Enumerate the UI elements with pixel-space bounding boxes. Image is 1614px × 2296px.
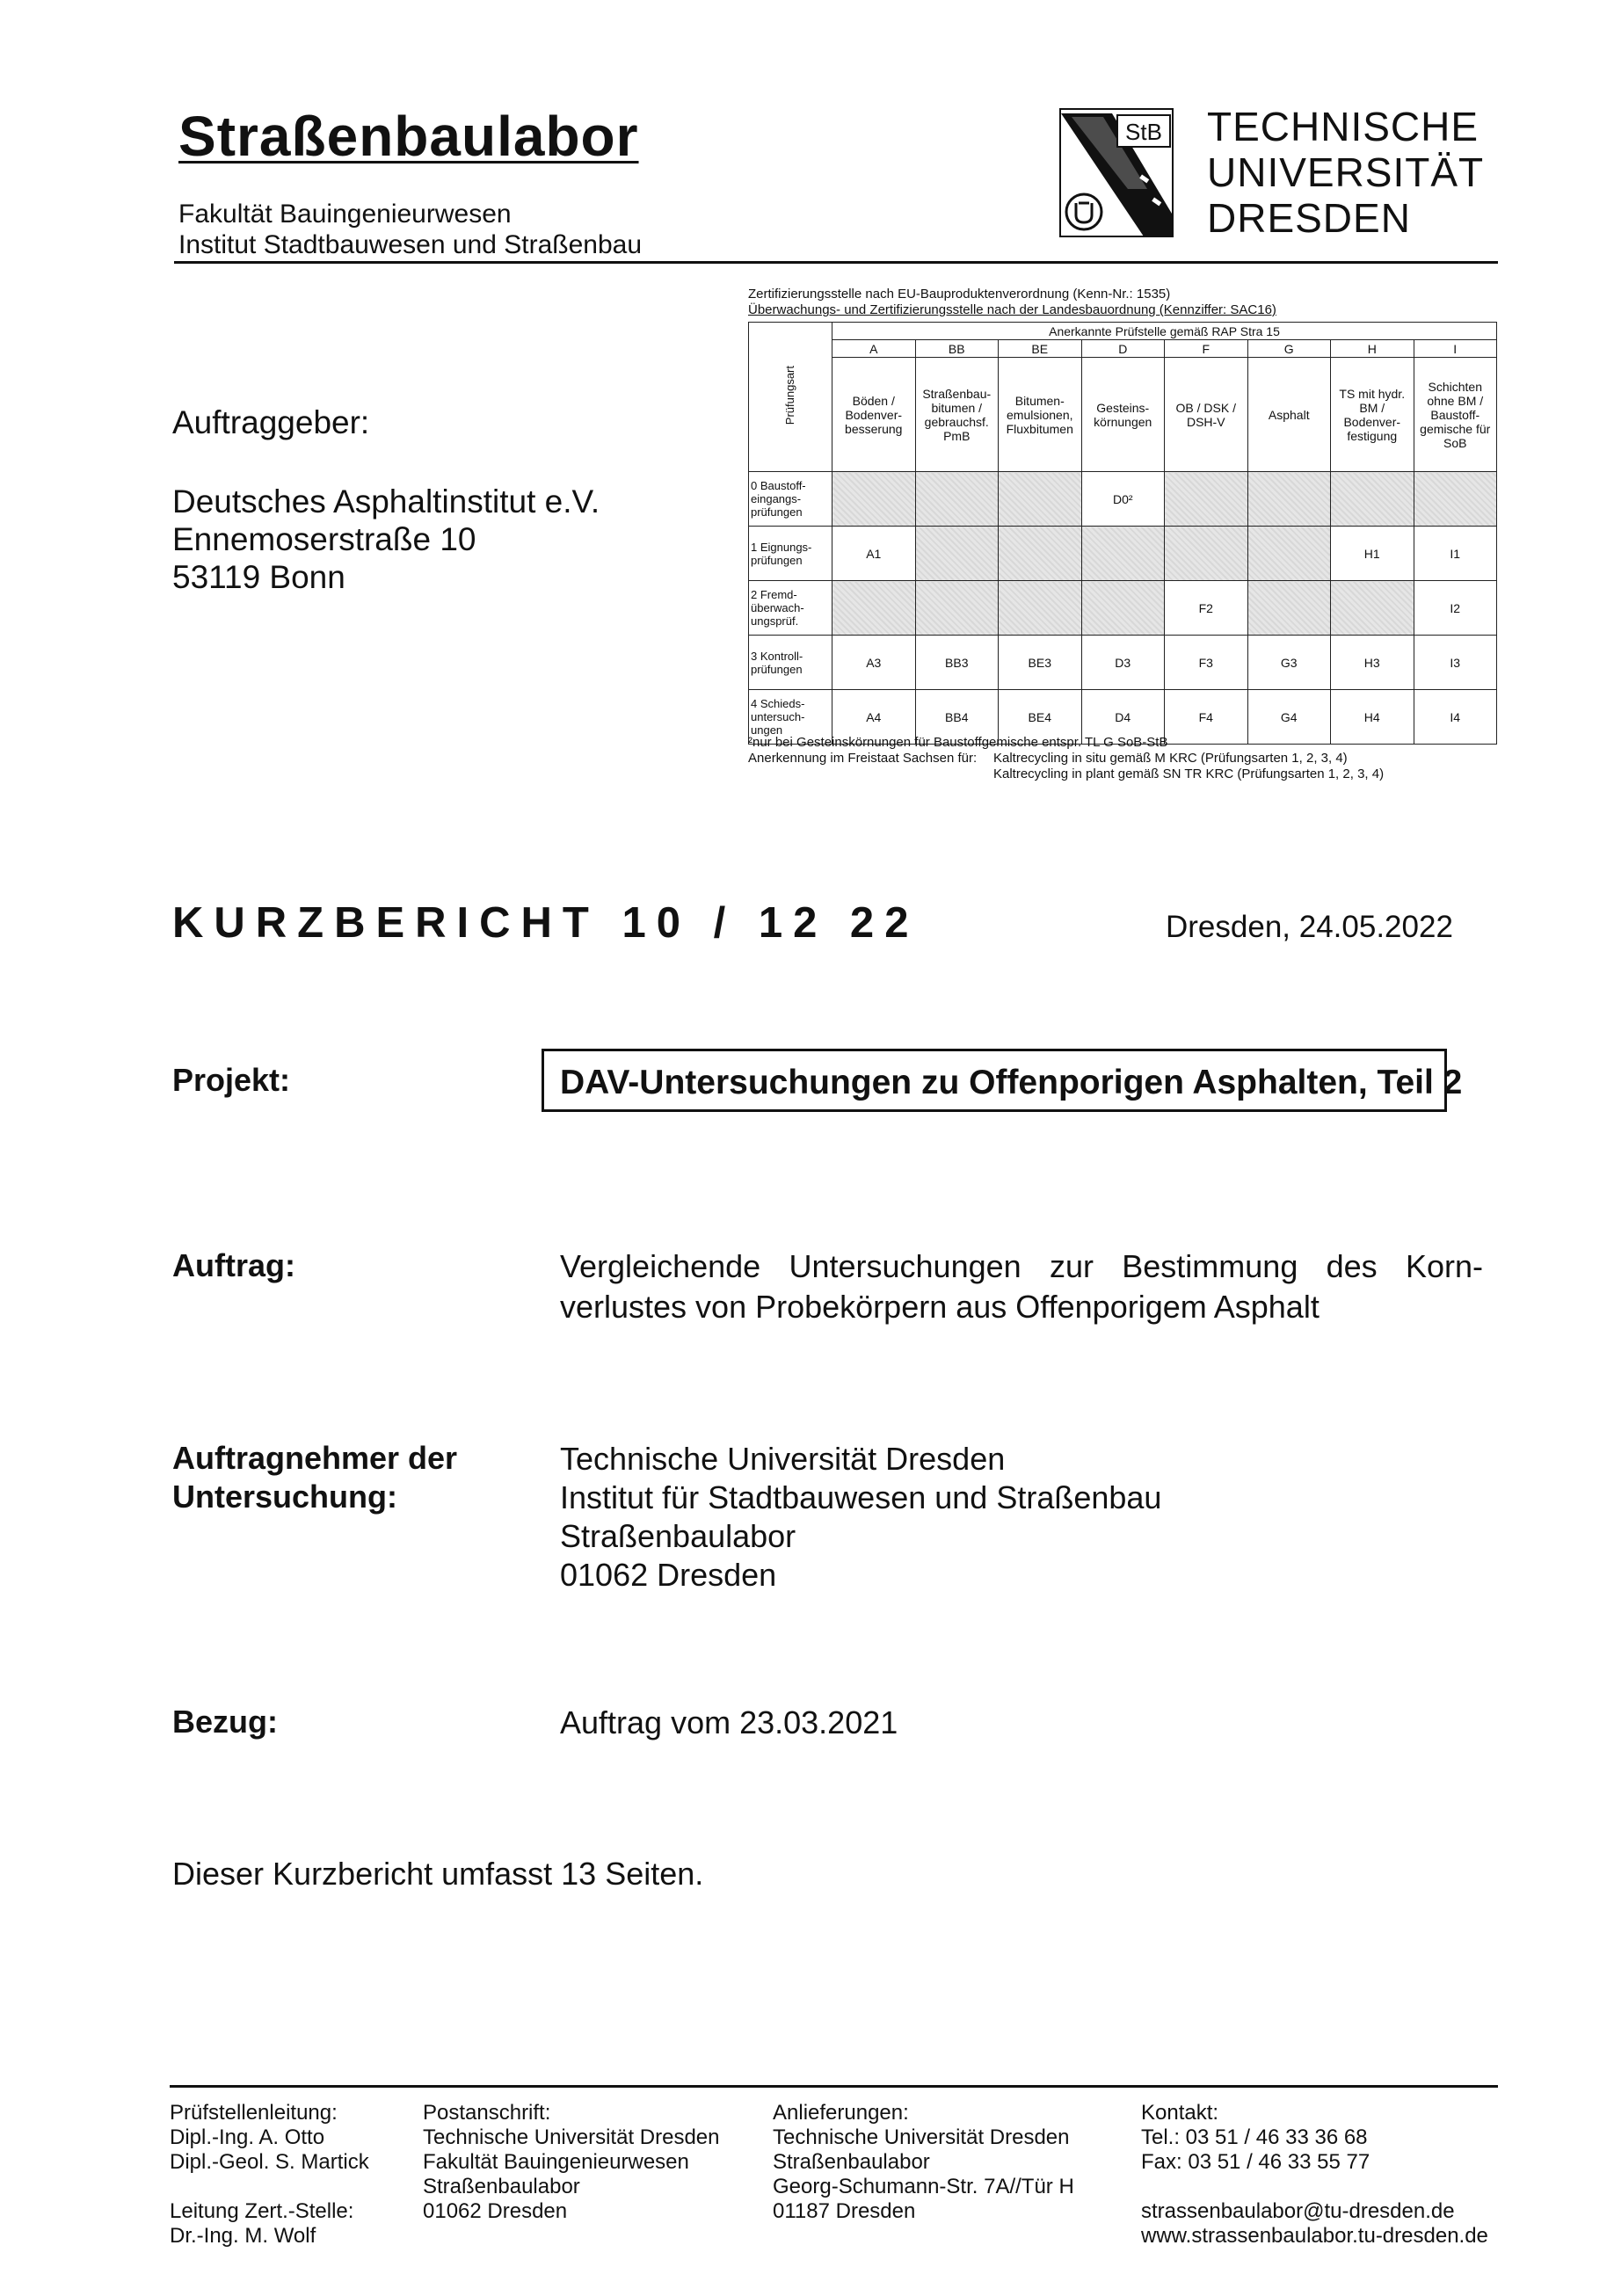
university-line-3: DRESDEN [1207, 195, 1411, 241]
cert-row [749, 636, 1497, 690]
footer-line: Fakultät Bauingenieurwesen [423, 2150, 689, 2174]
project-label: Projekt: [172, 1062, 291, 1098]
cert-row-label: 2 Fremd-überwach-ungsprüf. [749, 581, 832, 636]
footer-rule [170, 2085, 1498, 2088]
code-cell: F [1165, 340, 1248, 358]
description-cell: Straßenbau-bitumen / gebrauchsf. PmB [915, 358, 999, 472]
cert-cell: H1 [1331, 527, 1414, 581]
footer-line: Postanschrift: [423, 2101, 551, 2125]
footer-line: Dipl.-Ing. A. Otto [170, 2125, 325, 2149]
cert-cell [832, 581, 916, 636]
cert-cell [1331, 581, 1414, 636]
cert-cell [1247, 581, 1331, 636]
report-title: KURZBERICHT 10 / 12 22 [172, 899, 920, 947]
contractor-label-2: Untersuchung: [172, 1479, 397, 1515]
cert-cell: H3 [1331, 636, 1414, 690]
order-line-1: Vergleichende Untersuchungen zur Bestimmung des Korn- [560, 1248, 1483, 1284]
footer-phone: Tel.: 03 51 / 46 33 36 68 [1141, 2125, 1368, 2149]
cert-cell [999, 472, 1082, 527]
footer-line: Prüfstellenleitung: [170, 2101, 338, 2125]
university-line-2: UNIVERSITÄT [1207, 149, 1485, 195]
cert-row [749, 527, 1497, 581]
cert-cell [915, 581, 999, 636]
cert-cell [1414, 472, 1497, 527]
reference-label: Bezug: [172, 1704, 278, 1740]
cert-cell [1165, 527, 1248, 581]
row-axis-header [749, 323, 832, 472]
footer-col-postal [423, 2101, 720, 2224]
client-city: 53119 Bonn [172, 559, 345, 595]
code-cell: H [1331, 340, 1414, 358]
cert-cell: I1 [1414, 527, 1497, 581]
contractor-line-4: 01062 Dresden [560, 1557, 777, 1593]
cert-cell [1247, 527, 1331, 581]
description-cell: TS mit hydr. BM / Bodenver-festigung [1331, 358, 1414, 472]
recognition-label: Anerkennung im Freistaat Sachsen für: [748, 751, 978, 766]
client-name: Deutsches Asphaltinstitut e.V. [172, 483, 600, 520]
footer-line: Technische Universität Dresden [773, 2125, 1070, 2149]
cert-cell: I3 [1414, 636, 1497, 690]
cert-cell [1165, 472, 1248, 527]
description-cell: Böden / Bodenver-besserung [832, 358, 916, 472]
footer-line: 01062 Dresden [423, 2199, 568, 2223]
footer-col-management [170, 2101, 369, 2249]
report-date: Dresden, 24.05.2022 [1166, 910, 1453, 944]
cert-cell: BB3 [915, 636, 999, 690]
cert-row-label: 4 Schieds-untersuch-ungen [749, 690, 832, 745]
footer-line: Georg-Schumann-Str. 7A//Tür H [773, 2175, 1074, 2198]
cert-cell: D0² [1081, 472, 1165, 527]
cert-cell: I2 [1414, 581, 1497, 636]
cert-cell: BB4 [915, 690, 999, 745]
tu-dresden-logo [1059, 108, 1174, 237]
faculty-name: Fakultät Bauingenieurwesen [178, 200, 512, 229]
reference-value: Auftrag vom 23.03.2021 [560, 1704, 898, 1740]
contractor-line-1: Technische Universität Dresden [560, 1441, 1006, 1477]
table-title: Anerkannte Prüfstelle gemäß RAP Stra 15 [832, 323, 1497, 340]
stb-label: StB [1125, 119, 1162, 145]
client-label: Auftraggeber: [172, 404, 370, 440]
cert-row [749, 581, 1497, 636]
contractor-line-2: Institut für Stadtbauwesen und Straßenbau [560, 1479, 1162, 1515]
cert-cell: D3 [1081, 636, 1165, 690]
cert-cell: D4 [1081, 690, 1165, 745]
cert-cell [1331, 472, 1414, 527]
cert-cell: F3 [1165, 636, 1248, 690]
cert-cell [1081, 527, 1165, 581]
footer-col-delivery [773, 2101, 1074, 2224]
contractor-label-1: Auftragnehmer der [172, 1440, 458, 1476]
lab-title: Straßenbaulabor [178, 105, 639, 168]
certification-line-2: Überwachungs- und Zertifizierungsstelle nach der Landesbauordnung (Kennziffer: SAC16) [748, 302, 1276, 317]
description-cell: Bitumen-emulsionen, Fluxbitumen [999, 358, 1082, 472]
recognition-line-1: Kaltrecycling in situ gemäß M KRC (Prüfungsarten 1, 2, 3, 4) [993, 751, 1348, 766]
certification-table [748, 322, 1497, 745]
certification-footnote: ²nur bei Gesteinskörnungen für Baustoffgemische entspr. TL G SoB-StB [748, 735, 1168, 750]
recognition-line-2: Kaltrecycling in plant gemäß SN TR KRC (Prüfungsarten 1, 2, 3, 4) [993, 767, 1385, 781]
description-row [749, 358, 1497, 472]
cert-cell [1247, 472, 1331, 527]
cert-cell: I4 [1414, 690, 1497, 745]
description-cell: Asphalt [1247, 358, 1331, 472]
description-cell: OB / DSK / DSH-V [1165, 358, 1248, 472]
code-row [749, 340, 1497, 358]
footer-line: Dipl.-Geol. S. Martick [170, 2150, 369, 2174]
order-line-2: verlustes von Probekörpern aus Offenporigem Asphalt [560, 1289, 1320, 1325]
footer-email-link[interactable]: strassenbaulabor@tu-dresden.de [1141, 2199, 1455, 2223]
cert-row-label: 1 Eignungs-prüfungen [749, 527, 832, 581]
row-axis-label: Prüfungsart [783, 366, 796, 425]
contractor-line-3: Straßenbaulabor [560, 1518, 796, 1554]
footer-line: Straßenbaulabor [773, 2150, 930, 2174]
institute-name: Institut Stadtbauwesen und Straßenbau [178, 230, 643, 259]
cert-cell [1081, 581, 1165, 636]
cert-row-label: 0 Baustoff-eingangs-prüfungen [749, 472, 832, 527]
cert-cell: G4 [1247, 690, 1331, 745]
description-cell: Gesteins-körnungen [1081, 358, 1165, 472]
certification-line-1: Zertifizierungsstelle nach EU-Bauproduktenverordnung (Kenn-Nr.: 1535) [748, 287, 1171, 302]
page-count-summary: Dieser Kurzbericht umfasst 13 Seiten. [172, 1856, 704, 1892]
cert-cell [915, 527, 999, 581]
cert-cell: BE3 [999, 636, 1082, 690]
code-cell: BB [915, 340, 999, 358]
cert-cell [999, 581, 1082, 636]
cert-cell: A4 [832, 690, 916, 745]
code-cell: I [1414, 340, 1497, 358]
description-cell: Schichten ohne BM / Baustoff-gemische für SoB [1414, 358, 1497, 472]
footer-line: Anlieferungen: [773, 2101, 909, 2125]
footer-col-contact [1141, 2101, 1488, 2249]
footer-line: Leitung Zert.-Stelle: [170, 2199, 354, 2223]
footer-spacer [1141, 2175, 1488, 2199]
university-name [1207, 104, 1484, 241]
client-street: Ennemoserstraße 10 [172, 521, 476, 557]
cert-cell: A3 [832, 636, 916, 690]
footer-line: Dr.-Ing. M. Wolf [170, 2224, 316, 2248]
code-cell: A [832, 340, 916, 358]
footer-line: 01187 Dresden [773, 2199, 916, 2223]
footer-spacer [170, 2175, 369, 2199]
university-line-1: TECHNISCHE [1207, 104, 1480, 149]
code-cell: G [1247, 340, 1331, 358]
cert-row-label: 3 Kontroll-prüfungen [749, 636, 832, 690]
cert-cell: F2 [1165, 581, 1248, 636]
footer-line: Technische Universität Dresden [423, 2125, 720, 2149]
cert-cell: G3 [1247, 636, 1331, 690]
order-label: Auftrag: [172, 1247, 295, 1283]
footer-line: Kontakt: [1141, 2101, 1219, 2125]
footer-website-link[interactable]: www.strassenbaulabor.tu-dresden.de [1141, 2224, 1488, 2248]
cert-cell: F4 [1165, 690, 1248, 745]
cert-cell [832, 472, 916, 527]
cert-cell [999, 527, 1082, 581]
cert-row [749, 472, 1497, 527]
code-cell: D [1081, 340, 1165, 358]
footer-line: Straßenbaulabor [423, 2175, 580, 2198]
header-rule [174, 261, 1498, 264]
footer-fax: Fax: 03 51 / 46 33 55 77 [1141, 2150, 1370, 2174]
cert-cell: A1 [832, 527, 916, 581]
cert-cell: H4 [1331, 690, 1414, 745]
code-cell: BE [999, 340, 1082, 358]
cert-cell [915, 472, 999, 527]
project-value: DAV-Untersuchungen zu Offenporigen Asphalten, Teil 2 [560, 1064, 1463, 1101]
cert-cell: BE4 [999, 690, 1082, 745]
